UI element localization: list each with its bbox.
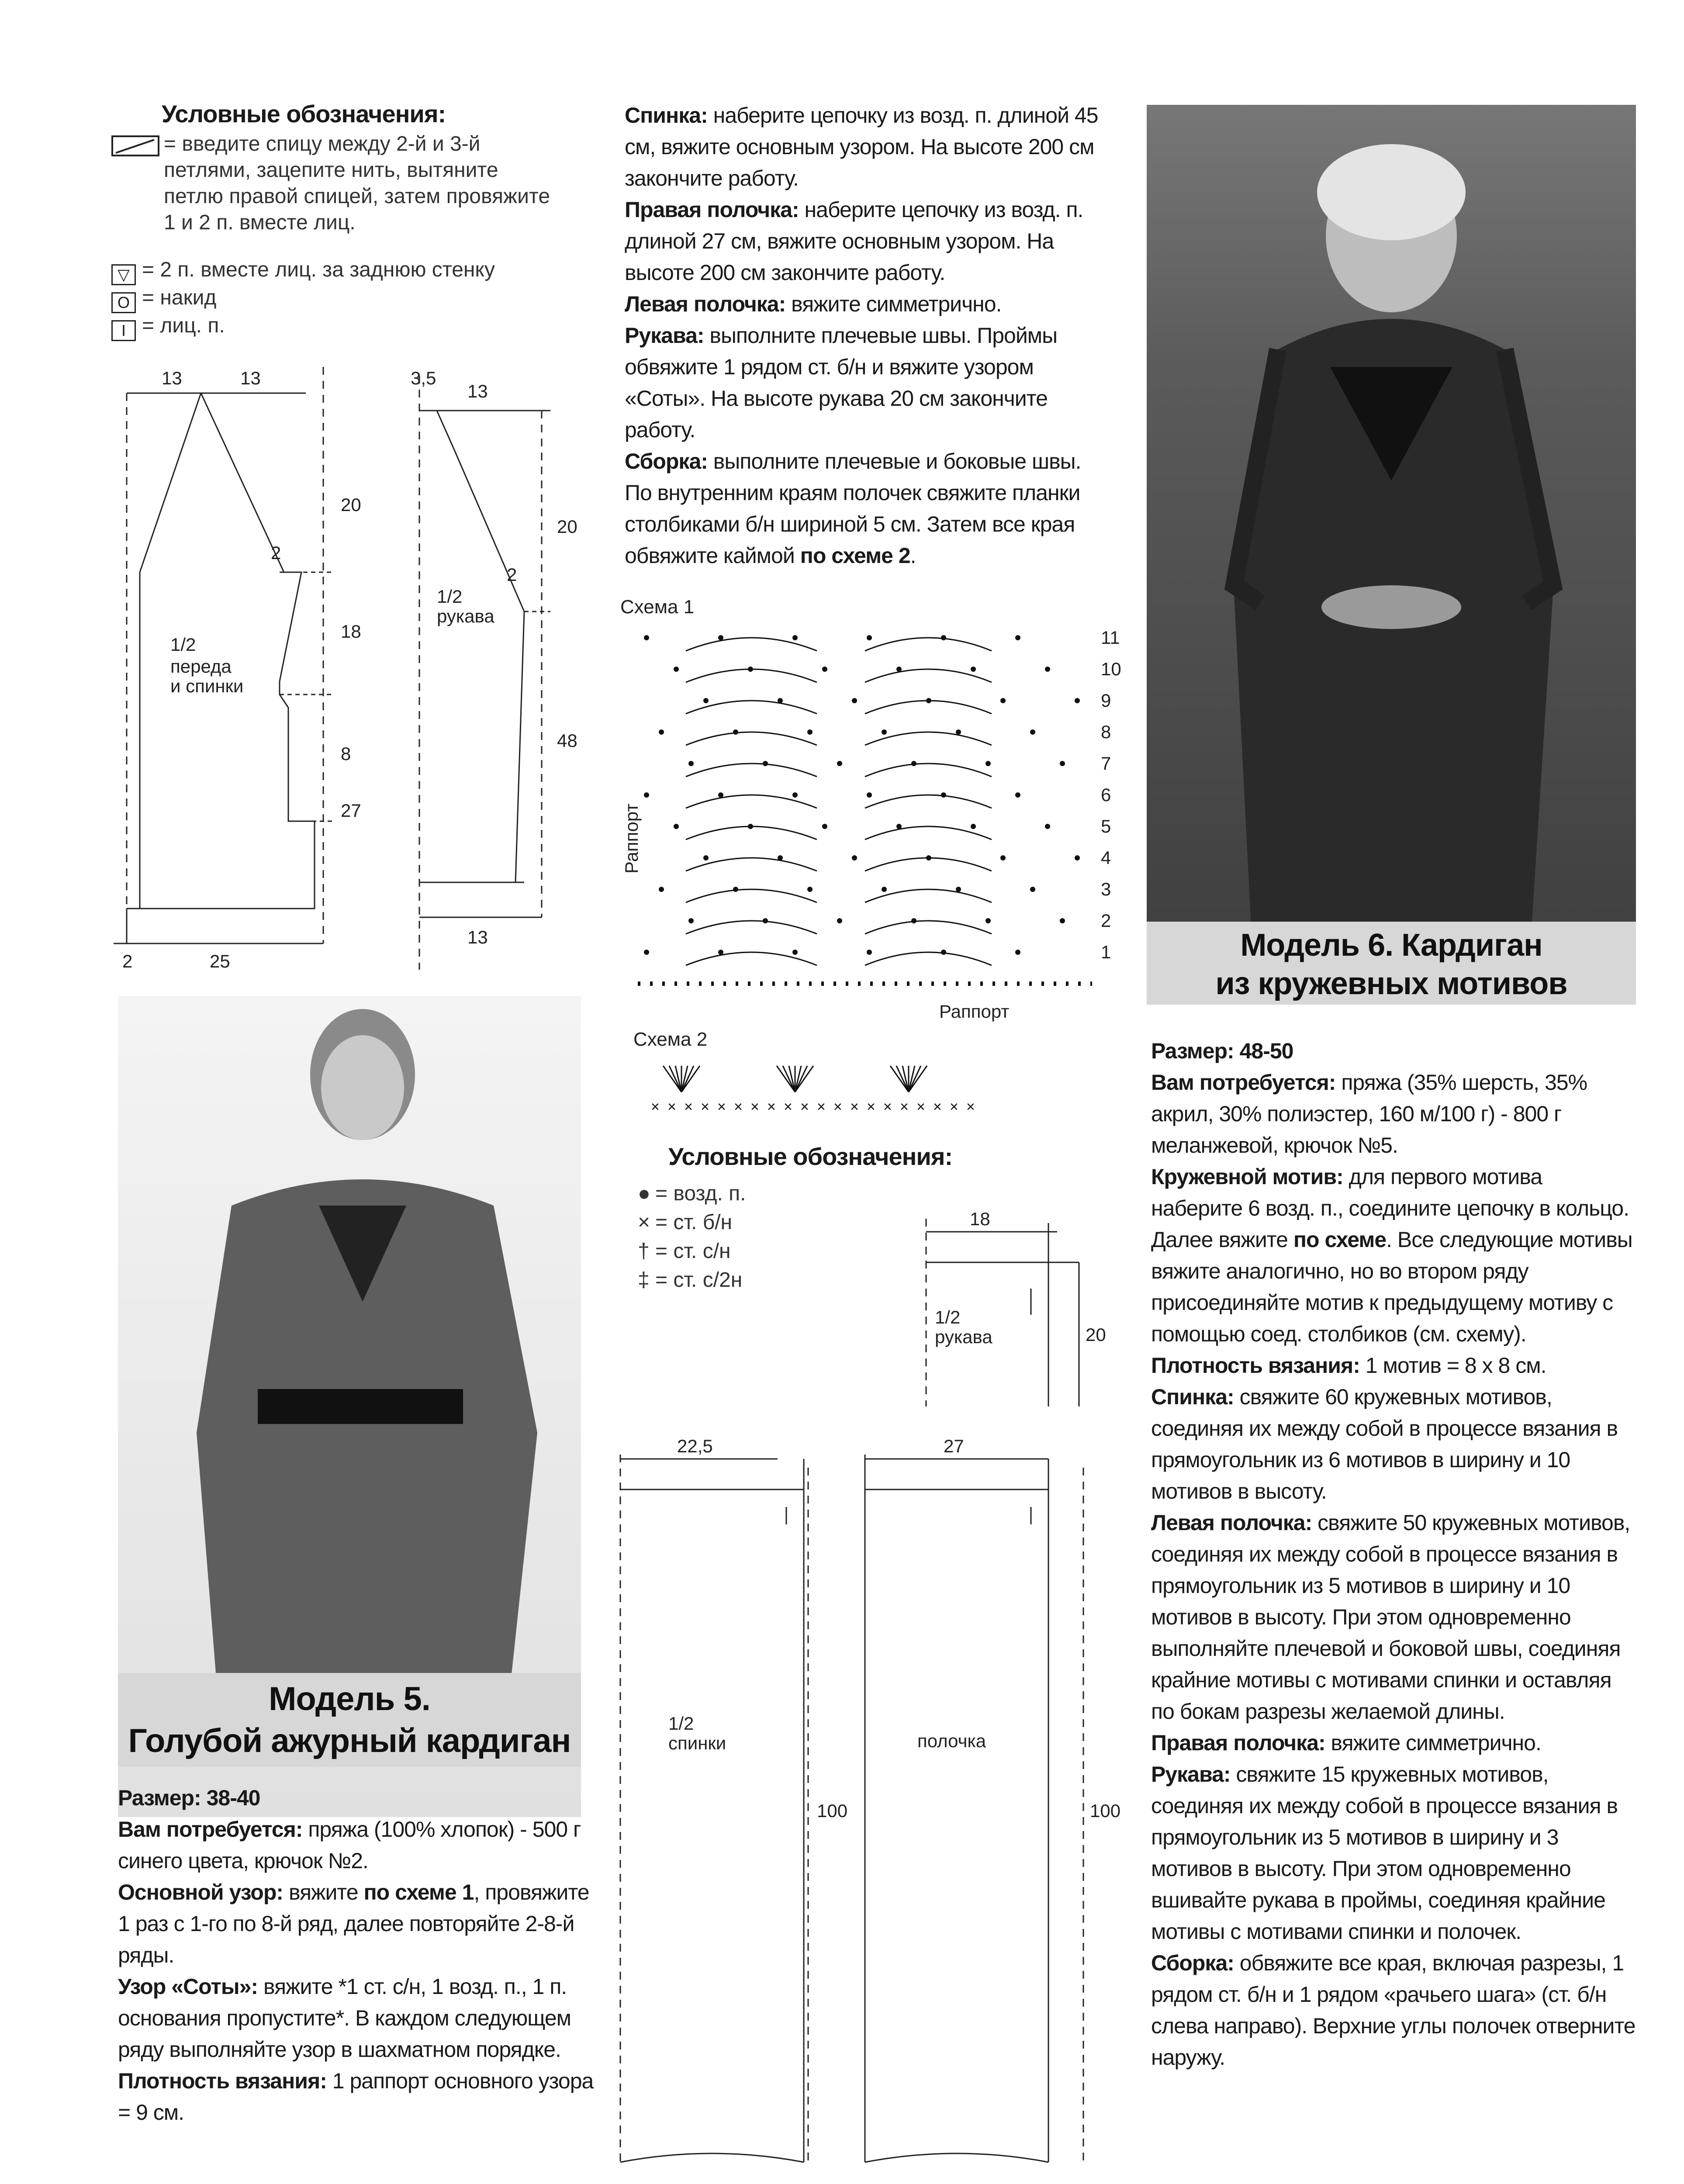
chain-stitch-mark [822, 667, 827, 672]
fan-arc [686, 638, 817, 651]
para-text: наберите цепочку из возд. п. длиной 45 см, вяжите основным узором. На высоте 200 см закончите работу. [625, 103, 1098, 190]
chain-stitch-mark [792, 950, 798, 955]
chain-stitch-mark [644, 950, 649, 955]
single-crochet-mark: × [916, 1099, 925, 1115]
para-text: пряжа (100% хлопок) - 500 г синего цвета, крючок №2. [118, 1817, 581, 1873]
chain-stitch-mark [807, 887, 813, 892]
para-assembly [1151, 1947, 1636, 2073]
chain-stitch-mark [718, 792, 723, 798]
schema2-title: Схема 2 [633, 1029, 708, 1050]
dim-label: 13 [467, 927, 488, 947]
para-text: , провяжите 1 раз с 1-го по 8-й ряд, далее повторяйте 2-8-й ряды. [118, 1880, 589, 1967]
para-bold: по схеме [1293, 1227, 1387, 1252]
legend-list [111, 131, 557, 342]
para-text: вяжите симметрично. [1325, 1731, 1541, 1755]
model6-figure-illustration [1147, 105, 1636, 1005]
para-label: Размер: 48-50 [1151, 1039, 1293, 1063]
chain-stitch-mark [837, 918, 842, 923]
single-crochet-mark: × [950, 1099, 958, 1115]
para-label: Рукава: [1151, 1762, 1231, 1787]
para-materials [1151, 1067, 1636, 1161]
shell-stitch-mark [795, 1066, 807, 1092]
legend-item [111, 286, 557, 314]
para-label: Вам потребуется: [118, 1817, 303, 1842]
chain-stitch-mark [956, 729, 961, 735]
shell-stitch-mark [681, 1066, 694, 1092]
dim-label: 27 [944, 1436, 964, 1456]
legend-item-text: = лиц. п. [142, 314, 225, 337]
single-crochet-mark: × [750, 1099, 759, 1115]
dim-label: 25 [210, 951, 230, 971]
model6-caption [1147, 922, 1636, 1005]
single-crochet-mark: × [817, 1099, 826, 1115]
chain-stitch-icon: ● [638, 1182, 650, 1205]
crochet-chart-2 [647, 1057, 979, 1118]
single-crochet-mark: × [800, 1099, 809, 1115]
para-label: Основной узор: [118, 1880, 284, 1904]
chain-stitch-mark [1075, 855, 1080, 860]
fan-arc [686, 889, 817, 902]
chain-stitch-mark [867, 635, 872, 640]
caption-line: Модель 6. Кардиган [1240, 928, 1542, 963]
row-number: 5 [1101, 816, 1111, 836]
single-crochet-mark: × [784, 1099, 792, 1115]
model6-instructions [1151, 1035, 1636, 2073]
para-text: выполните плечевые и боковые швы. По внутренним краям полочек свяжите планки столбиками б/н шириной 5 см. Затем все края обвяжите каймой [625, 449, 1081, 568]
rapport-label: Раппорт [621, 803, 642, 874]
para-text: . [910, 543, 916, 568]
model5-instructions [118, 1782, 594, 2128]
crochet-chart-1 [620, 620, 1123, 1022]
legend-item [111, 314, 557, 342]
row-number: 8 [1101, 722, 1111, 742]
double-crochet-icon: † [638, 1240, 650, 1263]
para-label: Кружевной мотив: [1151, 1165, 1343, 1189]
fan-arc [865, 952, 992, 965]
chain-stitch-mark [822, 824, 827, 829]
para-label: Правая полочка: [625, 197, 799, 222]
legend2-item [638, 1179, 813, 1208]
row-number: 10 [1101, 659, 1121, 679]
row-number: 7 [1101, 753, 1111, 774]
para-sleeves [625, 320, 1105, 446]
dim-label: 22,5 [677, 1436, 713, 1456]
single-crochet-mark: × [667, 1099, 676, 1115]
chain-stitch-mark [1015, 635, 1020, 640]
pattern-piece-label: и спинки [170, 676, 244, 696]
fan-arc [865, 638, 992, 651]
chain-stitch-mark [986, 761, 991, 766]
fan-arc [865, 795, 992, 808]
dim-label: 48 [557, 730, 577, 751]
single-crochet-icon: × [638, 1211, 650, 1234]
chain-stitch-mark [1015, 792, 1020, 798]
para-text: вяжите *1 ст. с/н, 1 возд. п., 1 п. основания пропустите*. В каждом следующем ряду выполняйте узор в шахматном порядке. [118, 1974, 571, 2062]
dim-label: 2 [122, 951, 133, 971]
para-back [625, 100, 1105, 194]
para-label: Сборка: [625, 449, 708, 473]
chain-stitch-mark [956, 887, 961, 892]
chain-stitch-mark [1075, 698, 1080, 703]
dim-label: 100 [817, 1800, 848, 1821]
shell-stitch-mark [896, 1066, 909, 1092]
pattern-piece-label: рукава [935, 1327, 992, 1347]
para-left-front [625, 288, 1105, 320]
para-size [118, 1782, 594, 1814]
dim-label: 20 [1086, 1324, 1106, 1345]
para-gauge [118, 2065, 594, 2128]
chain-stitch-mark [644, 635, 649, 640]
para-text: пряжа (35% шерсть, 35% акрил, 30% полиэстер, 160 м/100 г) - 800 г меланжевой, крючок №5. [1151, 1070, 1587, 1158]
chain-stitch-mark [674, 667, 679, 672]
para-label: Левая полочка: [625, 292, 786, 316]
para-label: Левая полочка: [1151, 1510, 1312, 1535]
row-number: 1 [1101, 942, 1111, 962]
chain-stitch-mark [1030, 729, 1035, 735]
chain-stitch-mark [718, 635, 723, 640]
dim-label: 2 [271, 543, 281, 563]
chain-stitch-mark [852, 855, 857, 860]
pattern-piece-label: полочка [917, 1731, 986, 1751]
row-number: 3 [1101, 879, 1111, 899]
para-label: Размер: 38-40 [118, 1786, 260, 1810]
chain-stitch-mark [986, 918, 991, 923]
para-label: Сборка: [1151, 1951, 1234, 1975]
legend2-title: Условные обозначения: [668, 1143, 953, 1170]
chain-stitch-mark [837, 761, 842, 766]
para-text: свяжите 50 кружевных мотивов, соединяя их между собой в процессе вязания в прямоугольник из 5 мотивов в ширину и 10 мотивов в высоту. При этом одновременно выполняйте плечевой и боковой швы, соединяя крайние мотивы с мотивами спинки и оставляя по бокам разрезы желаемой длины. [1151, 1510, 1630, 1724]
para-text: . Все следующие мотивы вяжите аналогично, но во втором ряду присоединяйте мотив к предыдущему мотиву с помощью соед. столбиков (см. схему). [1151, 1227, 1632, 1346]
shell-stitch-mark [909, 1066, 921, 1092]
dim-label: 20 [557, 516, 577, 537]
pattern-piece-label: спинки [668, 1733, 726, 1753]
para-back [1151, 1381, 1636, 1507]
dim-label: 18 [341, 621, 361, 642]
para-text: свяжите 60 кружевных мотивов, соединяя их между собой в процессе вязания в прямоугольник из 6 мотивов в ширину и 10 мотивов в высоту. [1151, 1385, 1618, 1503]
chain-stitch-mark [867, 792, 872, 798]
chain-stitch-mark [1000, 855, 1006, 860]
chain-stitch-mark [659, 729, 664, 735]
slant-stitch-icon [111, 135, 159, 156]
chain-stitch-mark [688, 918, 694, 923]
para-assembly [625, 446, 1105, 571]
fan-arc [686, 732, 817, 745]
legend-item-text: = ст. с/2н [655, 1268, 743, 1292]
para-label: Плотность вязания: [1151, 1353, 1360, 1378]
para-label: Правая полочка: [1151, 1731, 1325, 1755]
chain-stitch-mark [971, 824, 976, 829]
chain-stitch-mark [1000, 698, 1006, 703]
legend-item [111, 131, 557, 258]
single-crochet-mark: × [767, 1099, 776, 1115]
chain-stitch-mark [688, 761, 694, 766]
para-label: Спинка: [625, 103, 708, 128]
para-bold: по схеме 2 [800, 543, 910, 568]
pattern-piece-label [170, 634, 196, 655]
shell-stitch-mark [783, 1066, 795, 1092]
treble-crochet-icon: ‡ [638, 1268, 650, 1292]
legend-item [111, 258, 557, 286]
caption-line: Модель 5. [269, 1680, 430, 1717]
row-number: 9 [1101, 690, 1111, 711]
para-text: 1 мотив = 8 х 8 см. [1359, 1353, 1546, 1378]
legend-title: Условные обозначения: [162, 100, 446, 128]
chain-stitch-mark [674, 824, 679, 829]
chain-stitch-mark [867, 950, 872, 955]
single-crochet-mark: × [900, 1099, 909, 1115]
pattern-diagram-2 [612, 1206, 1136, 2175]
fan-arc [686, 952, 817, 965]
single-crochet-mark: × [734, 1099, 743, 1115]
chain-stitch-mark [852, 698, 857, 703]
dim-label: 3,5 [411, 368, 436, 388]
dim-label: 8 [341, 743, 351, 764]
chain-stitch-mark [882, 729, 887, 735]
para-right-front [1151, 1727, 1636, 1759]
para-sleeves [1151, 1759, 1636, 1947]
single-crochet-mark: × [850, 1099, 859, 1115]
caption-line: Голубой ажурный кардиган [128, 1722, 571, 1759]
shell-stitch-mark [669, 1066, 681, 1092]
fan-arc [865, 764, 992, 777]
chain-stitch-mark [1060, 918, 1065, 923]
dim-label: 18 [970, 1209, 990, 1229]
row-number: 2 [1101, 910, 1111, 931]
model5-caption [118, 1673, 581, 1767]
circle-icon: O [111, 292, 136, 313]
para-text: вяжите [283, 1880, 364, 1904]
dim-label: 20 [341, 494, 361, 515]
row-number: 4 [1101, 847, 1111, 868]
chain-stitch-mark [703, 855, 709, 860]
triangle-icon: ▽ [111, 264, 136, 285]
label-line: 1/2 [170, 634, 196, 655]
dim-label: 13 [162, 368, 182, 388]
single-crochet-mark: × [883, 1099, 892, 1115]
legend-item-text: = ст. б/н [655, 1211, 733, 1234]
single-crochet-mark: × [651, 1099, 660, 1115]
chain-stitch-mark [1015, 950, 1020, 955]
chain-stitch-mark [882, 887, 887, 892]
chain-stitch-mark [807, 729, 813, 735]
chain-stitch-mark [1030, 887, 1035, 892]
chain-stitch-mark [1045, 667, 1050, 672]
para-main-pattern [118, 1876, 594, 1971]
para-text: для первого мотива наберите 6 возд. п., соедините цепочку в кольцо. Далее вяжите [1151, 1165, 1629, 1252]
pattern-piece-label: 1/2 [668, 1713, 694, 1734]
legend-item-text: = ст. с/н [655, 1240, 731, 1263]
legend-item-text: = накид [142, 286, 217, 309]
para-materials [118, 1814, 594, 1876]
para-text: наберите цепочку из возд. п. длиной 27 см, вяжите основным узором. На высоте 200 см закончите работу. [625, 197, 1083, 285]
chain-stitch-mark [703, 698, 709, 703]
single-crochet-mark: × [684, 1099, 693, 1115]
chain-stitch-mark [971, 667, 976, 672]
chain-stitch-mark [659, 887, 664, 892]
para-label: Вам потребуется: [1151, 1070, 1336, 1095]
chain-stitch-mark [1045, 824, 1050, 829]
instructions-col2 [625, 100, 1105, 571]
pattern-piece-label: рукава [437, 606, 494, 626]
para-text: вяжите симметрично. [785, 292, 1002, 316]
bar-icon: I [111, 320, 136, 341]
single-crochet-mark: × [933, 1099, 942, 1115]
chain-stitch-mark [718, 950, 723, 955]
para-label: Спинка: [1151, 1385, 1234, 1409]
fan-arc [686, 921, 817, 934]
fan-arc [686, 764, 817, 777]
chain-stitch-mark [792, 635, 798, 640]
dim-label: 13 [240, 368, 261, 388]
schema1-title: Схема 1 [620, 596, 695, 618]
para-size [1151, 1035, 1636, 1067]
fan-arc [865, 921, 992, 934]
pattern-diagram-1 [114, 367, 585, 978]
dim-label: 27 [341, 800, 361, 821]
chain-stitch-mark [792, 792, 798, 798]
legend-item-text: = возд. п. [655, 1182, 746, 1205]
para-text: обвяжите все края, включая разрезы, 1 рядом ст. б/н и 1 рядом «рачьего шага» (ст. б/н слева направо). Верхние углы полочек отверните наружу. [1151, 1951, 1636, 2070]
chain-stitch-mark [1060, 761, 1065, 766]
single-crochet-mark: × [833, 1099, 842, 1115]
single-crochet-mark: × [966, 1099, 975, 1115]
para-gauge [1151, 1350, 1636, 1381]
para-label: Рукава: [625, 323, 704, 348]
para-right-front [625, 194, 1105, 288]
dim-label: 13 [467, 381, 488, 401]
model6-photo [1147, 105, 1636, 1005]
single-crochet-mark: × [867, 1099, 875, 1115]
dim-label: 100 [1090, 1800, 1121, 1821]
rapport-label: Раппорт [939, 1001, 1010, 1022]
fan-arc [686, 795, 817, 808]
chain-stitch-mark [644, 792, 649, 798]
pattern-piece-label: переда [170, 656, 232, 677]
dim-label: 2 [507, 564, 517, 585]
para-text: 1 раппорт основного узора = 9 см. [118, 2069, 594, 2125]
para-text: выполните плечевые швы. Проймы обвяжите 1 рядом ст. б/н и вяжите узором «Соты». На высоте рукава 20 см закончите работу. [625, 323, 1058, 442]
row-number: 11 [1101, 627, 1120, 648]
para-label: Плотность вязания: [118, 2069, 327, 2093]
legend-item-text: = введите спицу между 2-й и 3-й петлями, зацепите нить, вытяните петлю правой спицей, затем провяжите 1 и 2 п. вместе лиц. [164, 132, 550, 234]
pattern-piece-label: 1/2 [935, 1307, 961, 1327]
single-crochet-mark: × [701, 1099, 709, 1115]
single-crochet-mark: × [717, 1099, 726, 1115]
legend-item-text: = 2 п. вместе лиц. за заднюю стенку [142, 258, 495, 281]
para-text: свяжите 15 кружевных мотивов, соединяя их между собой в процессе вязания в прямоугольник из 5 мотивов в ширину и 3 мотивов в высоту. При этом одновременно вшивайте рукава в проймы, соединяя крайние мотивы с мотивами спинки и полочек. [1151, 1762, 1618, 1944]
para-bold: по схеме 1 [363, 1880, 474, 1904]
para-left-front [1151, 1507, 1636, 1727]
para-label: Узор «Соты»: [118, 1974, 258, 1999]
para-honeycomb [118, 1971, 594, 2065]
row-number: 6 [1101, 784, 1111, 805]
para-motif [1151, 1161, 1636, 1350]
pattern-piece-label: 1/2 [437, 586, 463, 607]
caption-line: из кружевных мотивов [1215, 966, 1567, 1001]
